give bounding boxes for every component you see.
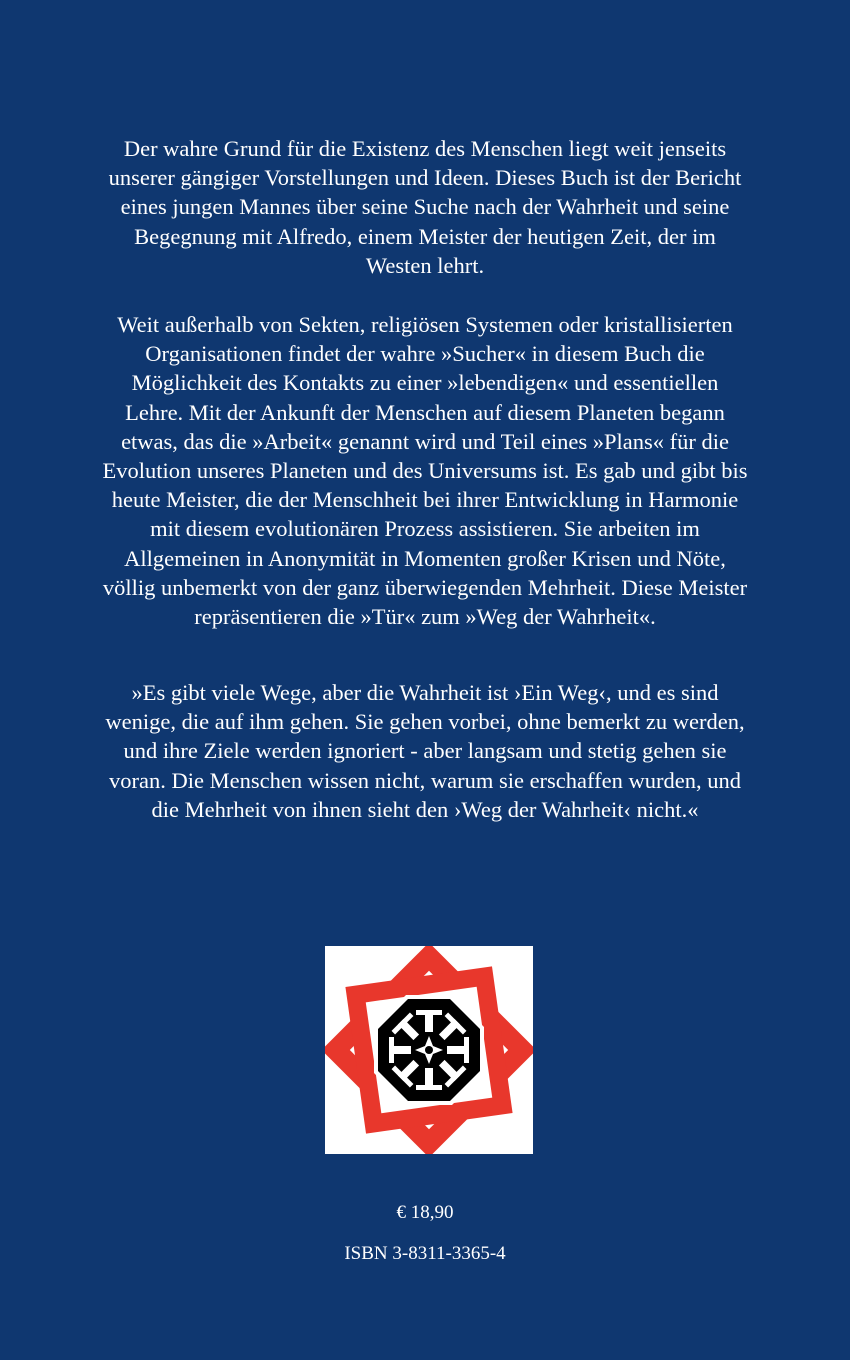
blurb-paragraph-quote: »Es gibt viele Wege, aber die Wahrheit ist ›Ein Weg‹, und es sind wenige, die auf ihm gehen. Sie gehen vorbei, ohne bemerkt zu werden, und ihre Ziele werden ignoriert - aber langsam und stetig gehen sie voran. Die Menschen wissen nicht, warum sie erschaffen wurden, und die Mehrheit von ihnen sieht den ›Weg der Wahrheit‹ nicht.« [105, 680, 745, 822]
emblem-box [325, 946, 533, 1154]
blurb-paragraph-description: Weit außerhalb von Sekten, religiösen Systemen oder kristallisierten Organisationen findet der wahre »Sucher« in diesem Buch die Möglichkeit des Kontakts zu einer »lebendigen« und essentiellen Lehre. Mit der Ankunft der Menschen auf diesem Planeten begann etwas, das die »Arbeit« genannt wird und Teil eines »Plans« für die Evolution unseres Planeten und des Universums ist. Es gab und gibt bis heute Meister, die der Menschheit bei ihrer Entwicklung in Harmonie mit diesem evolutionären Prozess assistieren. Sie arbeiten im Allgemeinen in Anonymität in Momenten großer Krisen und Nöte, völlig unbemerkt von der ganz überwiegenden Mehrheit. Diese Meister repräsentieren die »Tür« zum »Weg der Wahrheit«. [102, 312, 748, 630]
blurb-paragraph-intro: Der wahre Grund für die Existenz des Menschen liegt weit jenseits unserer gängiger Vorstellungen und Ideen. Dieses Buch ist der Bericht eines jungen Mannes über seine Suche nach der Wahrheit und seine Begegnung mit Alfredo, einem Meister der heutigen Zeit, der im Westen lehrt. [108, 136, 742, 278]
octagram-knot-emblem-icon [325, 946, 533, 1154]
price-label: € 18,90 [396, 1202, 454, 1223]
isbn-label: ISBN 3-8311-3365-4 [344, 1243, 506, 1264]
